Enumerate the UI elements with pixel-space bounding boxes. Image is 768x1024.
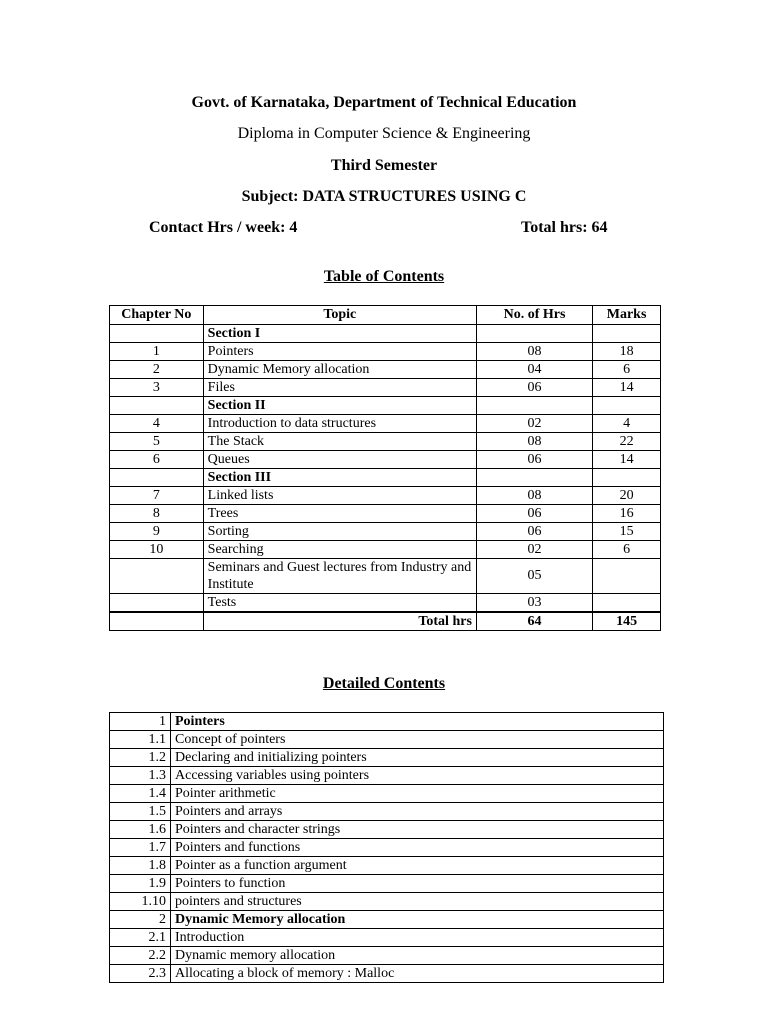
list-item — [110, 947, 664, 965]
marks: 15 — [593, 523, 661, 541]
topic: Trees — [203, 505, 476, 523]
marks — [593, 325, 661, 343]
chapter-no: 2 — [110, 361, 204, 379]
chapter-no: 8 — [110, 505, 204, 523]
contact-hours: Contact Hrs / week: 4 — [149, 219, 298, 236]
table-row — [110, 541, 661, 559]
hours: 06 — [476, 379, 592, 397]
table-row — [110, 523, 661, 541]
table-row — [110, 415, 661, 433]
total-label: Total hrs — [203, 612, 476, 631]
item-text: Declaring and initializing pointers — [171, 749, 664, 767]
topic: The Stack — [203, 433, 476, 451]
list-item — [110, 839, 664, 857]
topic: Section II — [203, 397, 476, 415]
marks — [593, 397, 661, 415]
topic: Queues — [203, 451, 476, 469]
marks: 14 — [593, 451, 661, 469]
topic: Sorting — [203, 523, 476, 541]
item-text: Pointers and character strings — [171, 821, 664, 839]
hours — [476, 469, 592, 487]
list-item — [110, 731, 664, 749]
list-item — [110, 767, 664, 785]
col-hours: No. of Hrs — [476, 306, 592, 325]
marks — [593, 469, 661, 487]
marks: 22 — [593, 433, 661, 451]
topic: Dynamic Memory allocation — [203, 361, 476, 379]
item-text: Pointer as a function argument — [171, 857, 664, 875]
item-number: 1.8 — [110, 857, 171, 875]
item-number: 1.2 — [110, 749, 171, 767]
item-number: 2 — [110, 911, 171, 929]
list-item — [110, 803, 664, 821]
section-row — [110, 469, 661, 487]
item-number: 1.6 — [110, 821, 171, 839]
hours: 04 — [476, 361, 592, 379]
chapter-heading-row — [110, 911, 664, 929]
marks: 14 — [593, 379, 661, 397]
col-topic: Topic — [203, 306, 476, 325]
hours: 02 — [476, 541, 592, 559]
item-number: 1.5 — [110, 803, 171, 821]
toc-title: Table of Contents — [323, 268, 445, 285]
item-number: 1 — [110, 713, 171, 731]
item-text: Dynamic Memory allocation — [171, 911, 664, 929]
semester-heading: Third Semester — [330, 157, 438, 174]
item-text: Accessing variables using pointers — [171, 767, 664, 785]
marks — [593, 559, 661, 594]
total-hours-value: 64 — [476, 612, 592, 631]
list-item — [110, 857, 664, 875]
item-text: Allocating a block of memory : Malloc — [171, 965, 664, 983]
hours: 08 — [476, 487, 592, 505]
item-text: Pointers — [171, 713, 664, 731]
chapter-no — [110, 594, 204, 613]
toc-header-row — [110, 306, 661, 325]
table-row — [110, 343, 661, 361]
list-item — [110, 821, 664, 839]
col-marks: Marks — [593, 306, 661, 325]
marks: 18 — [593, 343, 661, 361]
topic: Files — [203, 379, 476, 397]
item-text: Pointer arithmetic — [171, 785, 664, 803]
topic: Seminars and Guest lectures from Industry and Institute — [203, 559, 476, 594]
chapter-no — [110, 559, 204, 594]
chapter-no: 3 — [110, 379, 204, 397]
subject-heading: Subject: DATA STRUCTURES USING C — [241, 188, 527, 205]
item-number: 2.1 — [110, 929, 171, 947]
item-number: 1.1 — [110, 731, 171, 749]
section-row — [110, 325, 661, 343]
hours: 06 — [476, 505, 592, 523]
topic: Tests — [203, 594, 476, 613]
marks: 6 — [593, 361, 661, 379]
list-item — [110, 929, 664, 947]
chapter-no — [110, 469, 204, 487]
table-row — [110, 361, 661, 379]
list-item — [110, 965, 664, 983]
topic: Section I — [203, 325, 476, 343]
marks — [593, 594, 661, 613]
item-number: 1.4 — [110, 785, 171, 803]
chapter-no — [110, 325, 204, 343]
topic: Searching — [203, 541, 476, 559]
chapter-heading-row — [110, 713, 664, 731]
hours: 06 — [476, 523, 592, 541]
detailed-contents-title: Detailed Contents — [322, 675, 446, 692]
hours: 08 — [476, 343, 592, 361]
hours: 06 — [476, 451, 592, 469]
table-row — [110, 433, 661, 451]
total-hours: Total hrs: 64 — [521, 219, 608, 236]
hours: 03 — [476, 594, 592, 613]
hours: 05 — [476, 559, 592, 594]
chapter-no — [110, 397, 204, 415]
list-item — [110, 875, 664, 893]
item-number: 2.2 — [110, 947, 171, 965]
org-heading: Govt. of Karnataka, Department of Technical Education — [191, 94, 577, 111]
hours: 08 — [476, 433, 592, 451]
chapter-no: 4 — [110, 415, 204, 433]
marks: 20 — [593, 487, 661, 505]
toc-table — [109, 305, 661, 631]
total-row — [110, 612, 661, 631]
item-number: 1.3 — [110, 767, 171, 785]
item-text: Dynamic memory allocation — [171, 947, 664, 965]
detailed-contents-table — [109, 712, 664, 983]
table-row — [110, 487, 661, 505]
chapter-no: 6 — [110, 451, 204, 469]
chapter-no: 9 — [110, 523, 204, 541]
item-text: Pointers to function — [171, 875, 664, 893]
topic: Pointers — [203, 343, 476, 361]
diploma-heading: Diploma in Computer Science & Engineering — [237, 125, 531, 142]
table-row — [110, 594, 661, 613]
col-chapter: Chapter No — [110, 306, 204, 325]
topic: Linked lists — [203, 487, 476, 505]
item-text: Pointers and arrays — [171, 803, 664, 821]
total-blank — [110, 612, 204, 631]
item-number: 1.7 — [110, 839, 171, 857]
chapter-no: 7 — [110, 487, 204, 505]
chapter-no: 10 — [110, 541, 204, 559]
table-row — [110, 505, 661, 523]
hours: 02 — [476, 415, 592, 433]
item-number: 1.10 — [110, 893, 171, 911]
item-text: Introduction — [171, 929, 664, 947]
chapter-no: 5 — [110, 433, 204, 451]
item-text: Concept of pointers — [171, 731, 664, 749]
list-item — [110, 893, 664, 911]
item-number: 1.9 — [110, 875, 171, 893]
table-row — [110, 451, 661, 469]
hours — [476, 397, 592, 415]
total-marks-value: 145 — [593, 612, 661, 631]
section-row — [110, 397, 661, 415]
topic: Introduction to data structures — [203, 415, 476, 433]
marks: 4 — [593, 415, 661, 433]
marks: 16 — [593, 505, 661, 523]
item-text: Pointers and functions — [171, 839, 664, 857]
list-item — [110, 749, 664, 767]
chapter-no: 1 — [110, 343, 204, 361]
table-row — [110, 379, 661, 397]
hours — [476, 325, 592, 343]
list-item — [110, 785, 664, 803]
topic: Section III — [203, 469, 476, 487]
table-row — [110, 559, 661, 594]
item-number: 2.3 — [110, 965, 171, 983]
item-text: pointers and structures — [171, 893, 664, 911]
marks: 6 — [593, 541, 661, 559]
